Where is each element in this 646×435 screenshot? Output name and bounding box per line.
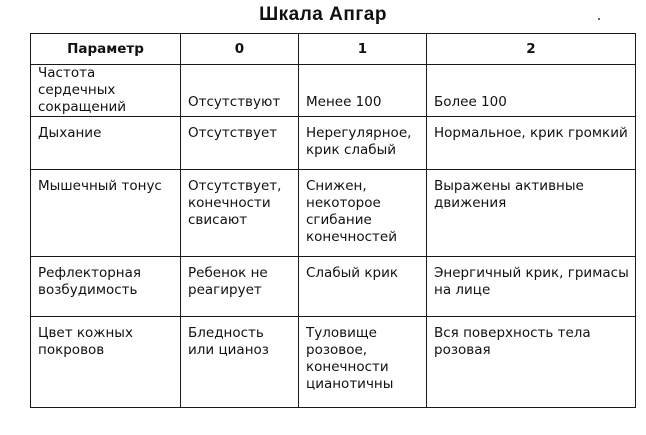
score-0-cell: Отсутствует, конечности свисают — [181, 170, 299, 257]
apgar-table — [30, 33, 636, 408]
table-row — [31, 317, 636, 408]
score-1-cell: Туловище розовое, конечности цианотичны — [299, 317, 427, 408]
header-score-2: 2 — [427, 34, 636, 65]
score-0-cell: Бледность или цианоз — [181, 317, 299, 408]
score-1-cell: Менее 100 — [299, 65, 427, 117]
table-row — [31, 65, 636, 117]
scan-speck — [598, 18, 600, 20]
score-2-cell: Выражены активные движения — [427, 170, 636, 257]
score-1-cell: Нерегулярное, крик слабый — [299, 117, 427, 170]
parameter-cell: Мышечный тонус — [31, 170, 181, 257]
page-title: Шкала Апгар — [259, 4, 387, 25]
table-row — [31, 170, 636, 257]
header-score-1: 1 — [299, 34, 427, 65]
table-row — [31, 117, 636, 170]
score-0-cell: Ребенок не реагирует — [181, 257, 299, 317]
score-0-cell: Отсутствует — [181, 117, 299, 170]
score-1-cell: Снижен, некоторое сгибание конечностей — [299, 170, 427, 257]
score-2-cell: Вся поверхность тела розовая — [427, 317, 636, 408]
score-0-cell: Отсутствуют — [181, 65, 299, 117]
parameter-cell: Дыхание — [31, 117, 181, 170]
score-1-cell: Слабый крик — [299, 257, 427, 317]
score-2-cell: Энергичный крик, гримасы на лице — [427, 257, 636, 317]
header-parameter: Параметр — [31, 34, 181, 65]
header-score-0: 0 — [181, 34, 299, 65]
table-row — [31, 257, 636, 317]
parameter-cell: Цвет кожных покровов — [31, 317, 181, 408]
parameter-cell: Рефлекторная возбудимость — [31, 257, 181, 317]
header-row — [31, 34, 636, 65]
score-2-cell: Нормальное, крик громкий — [427, 117, 636, 170]
score-2-cell: Более 100 — [427, 65, 636, 117]
parameter-cell: Частота сердечных сокращений — [31, 65, 181, 117]
